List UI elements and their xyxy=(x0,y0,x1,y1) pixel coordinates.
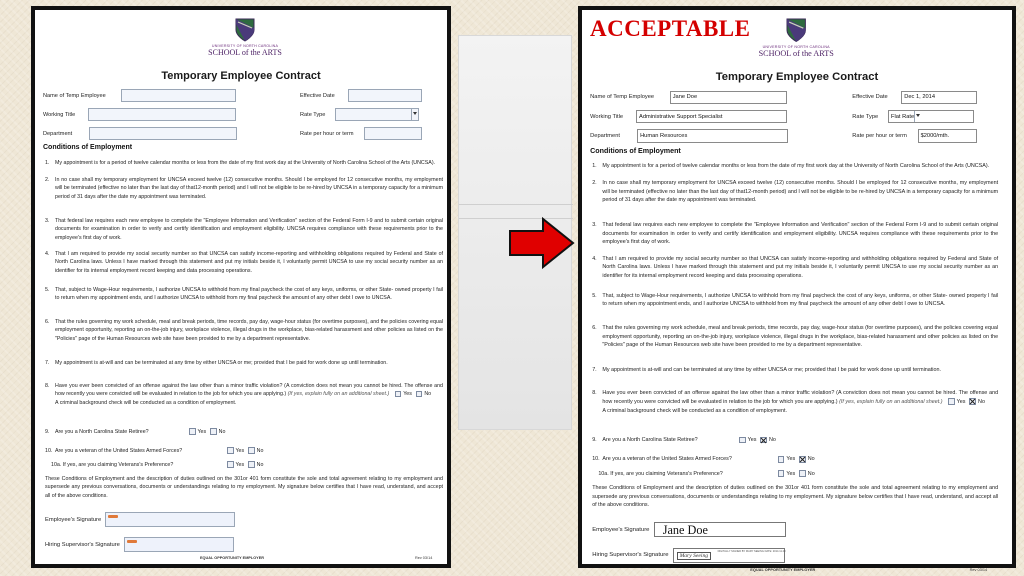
item-text: My appointment is at-will and can be terminated at any time by either UNCSA or me; provided that I be paid for work done up until termination. xyxy=(55,360,388,366)
item-number: 6. xyxy=(592,325,597,332)
contract-blank xyxy=(31,6,451,568)
item-number: 10. xyxy=(592,456,600,463)
field-rate-type xyxy=(300,108,419,121)
item-number: 4. xyxy=(45,251,50,257)
school-name: SCHOOL of the ARTS xyxy=(758,48,834,58)
field-label: Working Title xyxy=(43,111,76,118)
university-name: UNIVERSITY OF NORTH CAROLINA xyxy=(762,44,830,49)
yes-checkbox[interactable] xyxy=(189,428,196,435)
item-text: My appointment is for a period of twelve calendar months or less from the date of my first work day at the University of North Carolina School of the Arts (UNCSA). xyxy=(602,162,990,169)
shield-icon xyxy=(786,18,806,42)
contract-acceptable xyxy=(578,6,1016,572)
effective-date-input[interactable] xyxy=(901,91,976,104)
item-text: That, subject to Wage-Hour requirements, I authorize UNCSA to withhold from my final paycheck the cost of any keys, uniforms, or other State- owned property I fail to return when my appointment ends, and I authorize UNCSA to withhold from my final paycheck the amount of any other debt I owe to UNCSA. xyxy=(55,287,443,302)
question-row xyxy=(45,427,345,436)
yes-checkbox[interactable] xyxy=(778,456,785,463)
yes-no-options xyxy=(774,456,815,463)
question-row xyxy=(592,455,898,464)
field-name xyxy=(590,91,787,104)
field-effective-date xyxy=(852,91,976,104)
item-number: 9. xyxy=(45,428,50,435)
item-text: My appointment is for a period of twelve calendar months or less from the date of my first work day at the University of North Carolina School of the Arts (UNCSA). xyxy=(55,160,436,166)
no-checkbox[interactable] xyxy=(416,391,423,398)
field-name xyxy=(43,89,236,102)
item-text: Have you ever been convicted of an offense against the law other than a minor traffic violation? (A conviction does not mean you cannot be hired. The offense and how recently you were convicted will be evaluated in relation to the job for which you are applying.) xyxy=(602,390,999,405)
right-arrow-icon xyxy=(509,217,575,269)
field-value: Flat Rate xyxy=(890,113,915,120)
item-number: 7. xyxy=(45,360,50,366)
department-input[interactable] xyxy=(89,127,237,140)
no-label: No xyxy=(807,470,815,477)
item-text: My appointment is at-will and can be terminated at any time by either UNCSA or me; provided that I be paid for work done up until termination. xyxy=(602,366,941,373)
chevron-down-icon[interactable] xyxy=(411,109,418,120)
yes-checkbox[interactable] xyxy=(948,398,955,405)
question-text: Are you a North Carolina State Retiree? xyxy=(602,436,698,443)
chevron-down-icon[interactable] xyxy=(914,111,921,122)
item-text-block xyxy=(602,389,998,415)
condition-item xyxy=(592,179,998,205)
item-hint: (If yes, explain fully on an additional sheet.) xyxy=(287,391,390,398)
rate-input[interactable] xyxy=(918,129,977,142)
item-text: That, subject to Wage-Hour requirements, I authorize UNCSA to withhold from my final paycheck the cost of any keys, uniforms, or other State- owned property I fail to return when my appointment ends, and I authorize UNCSA to withhold from my final paycheck the amount of any other debt I owe to UNCSA. xyxy=(602,292,999,308)
condition-item xyxy=(592,324,998,350)
school-name: SCHOOL of the ARTS xyxy=(208,48,282,57)
supervisor-signature-row xyxy=(592,548,785,563)
yes-checkbox[interactable] xyxy=(227,461,234,468)
field-rate-type xyxy=(852,110,973,123)
question-row xyxy=(51,460,351,469)
signature-label: Hiring Supervisor's Signature xyxy=(45,541,120,548)
yes-label: Yes xyxy=(956,399,966,405)
condition-item xyxy=(45,359,443,367)
item-number: 3. xyxy=(45,218,50,224)
question-text: 10a. If yes, are you claiming Veterans's Preference? xyxy=(51,461,174,468)
yes-no-options xyxy=(774,470,815,477)
condition-item xyxy=(592,221,998,247)
condition-item xyxy=(45,286,443,303)
condition-item xyxy=(592,292,998,309)
condition-item-8 xyxy=(592,389,998,415)
field-label: Rate per hour or term xyxy=(300,130,354,137)
employee-signature-row xyxy=(592,522,786,537)
field-value: Jane Doe xyxy=(672,94,698,101)
condition-item xyxy=(45,176,443,201)
school-logo xyxy=(175,18,315,57)
field-department xyxy=(590,129,788,142)
item-text: That I am required to provide my social security number so that UNCSA can satisfy income-reporting and withholding obligations required by Federal and State of North Carolina laws. Unless I have marked through this statement and put my initials beside it, I voluntarily permit UNCSA to use my social security number as an identifier for its internal employment record keeping and data processing operations. xyxy=(55,251,443,274)
name-input[interactable] xyxy=(670,91,787,104)
item-number: 10. xyxy=(45,447,53,454)
condition-item xyxy=(592,366,998,375)
condition-item xyxy=(45,318,443,343)
question-text: 10a. If yes, are you claiming Veterans's Preference? xyxy=(598,470,723,477)
question-row xyxy=(598,469,904,478)
condition-item xyxy=(45,250,443,275)
shield-icon xyxy=(235,18,255,42)
question-text: Are you a North Carolina State Retiree? xyxy=(55,428,149,435)
closing-statement: These Conditions of Employment and the description of duties outlined on the 301or 401 form constitute the sole and total agreement relating to my employment and supersede any previous conversations, documents or understandings relating to my employment. My signature below certifies that I have read, understand, and accept all of the above conditions. xyxy=(45,476,443,499)
rate-type-input[interactable] xyxy=(888,110,974,123)
supervisor-signature-value: Mary Seeing xyxy=(677,552,712,560)
field-label: Rate Type xyxy=(852,113,879,120)
yes-label: Yes xyxy=(786,456,796,463)
condition-item-8 xyxy=(45,382,443,407)
item-note: A criminal background check will be conducted as a condition of employment. xyxy=(55,399,237,406)
item-note: A criminal background check will be conducted as a condition of employment. xyxy=(602,407,787,414)
footer-eoe: EQUAL OPPORTUNITY EMPLOYER xyxy=(200,556,264,560)
no-checkbox[interactable] xyxy=(248,447,255,454)
signature-label: Employee's Signature xyxy=(45,516,102,523)
item-number: 1. xyxy=(592,162,597,169)
footer-eoe: EQUAL OPPORTUNITY EMPLOYER xyxy=(750,566,816,572)
question-row xyxy=(592,435,898,444)
item-number: 2. xyxy=(45,177,50,183)
field-label: Name of Temp Employee xyxy=(43,92,106,99)
item-hint: (If yes, explain fully on an additional sheet.) xyxy=(839,399,943,405)
footer-rev: Rev 03/14 xyxy=(969,566,988,572)
item-number: 4. xyxy=(592,255,597,262)
signature-label: Employee's Signature xyxy=(592,526,650,533)
working-title-input[interactable] xyxy=(636,110,787,123)
yes-label: Yes xyxy=(786,470,796,477)
supervisor-signature-row xyxy=(45,537,234,552)
field-label: Working Title xyxy=(590,113,624,120)
condition-item xyxy=(592,162,998,171)
signature-value: Jane Doe xyxy=(662,523,708,538)
no-checkbox[interactable] xyxy=(248,461,255,468)
field-label: Rate Type xyxy=(300,111,326,118)
item-text: That federal law requires each new employee to complete the "Employee Information and Verification" section of the Federal Form I-9 and to submit certain original documents for examination in order to verify and certify identification and employment eligibility. UNCSA requires compliance with these requirements prior to the employee's first day of work. xyxy=(602,222,999,246)
university-name: UNIVERSITY OF NORTH CAROLINA xyxy=(211,44,279,48)
question-text: Are you a veteran of the United States Armed Forces? xyxy=(55,447,183,454)
field-value: $2000/mth. xyxy=(920,132,950,139)
field-value: Human Resources xyxy=(640,132,688,139)
no-checkbox[interactable] xyxy=(210,428,217,435)
supervisor-signature-field[interactable] xyxy=(124,537,234,552)
field-value: Administrative Support Specialist xyxy=(639,113,723,120)
no-label: No xyxy=(769,436,776,443)
no-label: No xyxy=(978,399,985,405)
item-number: 8. xyxy=(45,383,50,389)
yes-no-options xyxy=(223,461,263,468)
yes-checkbox[interactable] xyxy=(778,470,785,477)
no-label: No xyxy=(218,428,226,435)
field-label: Effective Date xyxy=(300,92,335,99)
no-label: No xyxy=(256,461,264,468)
working-title-input[interactable] xyxy=(88,108,236,121)
rate-type-input[interactable] xyxy=(335,108,419,121)
field-rate xyxy=(300,127,422,140)
field-working-title xyxy=(43,108,236,121)
item-number: 7. xyxy=(592,366,597,373)
no-checkbox[interactable] xyxy=(969,398,976,405)
no-label: No xyxy=(256,447,264,454)
conditions-title: Conditions of Employment xyxy=(43,144,133,151)
item-text: In no case shall my temporary employment for UNCSA exceed twelve (12) consecutive months. Should I be employed for 12 consecutive months, my employment will be terminated (effective no later than the last day of that12-month period) and I will not be eligible to be re-hired by UNCSA in a temporary capacity for a minimum period of 31 days after the date my appointment was terminated. xyxy=(602,180,999,204)
item-number: 5. xyxy=(592,292,597,299)
school-logo xyxy=(725,18,868,57)
field-value: Dec 1, 2014 xyxy=(904,94,936,101)
yes-label: Yes xyxy=(197,428,207,435)
supervisor-signature-field[interactable] xyxy=(673,548,785,563)
no-label: No xyxy=(807,456,815,463)
yes-no-options xyxy=(223,447,263,454)
yes-checkbox[interactable] xyxy=(395,391,402,398)
field-label: Department xyxy=(590,132,620,139)
item-text: In no case shall my temporary employment for UNCSA exceed twelve (12) consecutive months. Should I be employed for 12 consecutive months, my employment will be terminated (effective no later than the last day of that12-month period) and I will not be eligible to be re-hired by UNCSA in a temporary capacity for a minimum period of 31 days after the date my appointment was terminated. xyxy=(55,177,443,200)
signature-stamp: DIGITALLY SIGNED BY MARY SEEING DATE: 2014.11.20 xyxy=(717,549,786,553)
yes-label: Yes xyxy=(235,461,245,468)
condition-item xyxy=(45,159,443,167)
field-label: Effective Date xyxy=(852,94,888,101)
yes-label: Yes xyxy=(747,436,757,443)
item-number: 6. xyxy=(45,319,50,325)
item-text: Have you ever been convicted of an offense against the law other than a minor traffic violation? (A conviction does not mean you cannot be hired. The offense and how recently you were convicted will be evaluated in relation to the job for which you are applying.) xyxy=(55,383,443,398)
field-rate xyxy=(852,129,976,142)
yes-label: Yes xyxy=(403,391,412,398)
item-number: 3. xyxy=(592,222,597,229)
question-row xyxy=(45,446,345,455)
sign-here-tag xyxy=(127,540,137,543)
condition-item xyxy=(592,255,998,281)
item-number: 2. xyxy=(592,180,597,187)
department-input[interactable] xyxy=(637,129,788,142)
item-text: That federal law requires each new employee to complete the "Employee Information and Verification" section of the Federal Form I-9 and to submit certain original documents for examination in order to verify and certify identification and employment eligibility. UNCSA requires compliance with these requirements prior to the employee's first day of work. xyxy=(55,218,443,241)
no-checkbox[interactable] xyxy=(799,456,806,463)
conditions-title: Conditions of Employment xyxy=(590,146,681,155)
field-label: Rate per hour or term xyxy=(852,132,907,139)
item-number: 5. xyxy=(45,287,50,293)
employee-signature-field[interactable] xyxy=(654,522,787,537)
item-number: 1. xyxy=(45,160,50,166)
yes-label: Yes xyxy=(235,447,245,454)
item-number: 9. xyxy=(592,436,597,443)
acceptable-badge: ACCEPTABLE xyxy=(590,16,751,41)
rate-input[interactable] xyxy=(364,127,422,140)
footer-rev: Rev 03/14 xyxy=(415,556,433,560)
no-checkbox[interactable] xyxy=(799,470,806,477)
field-label: Name of Temp Employee xyxy=(590,94,655,101)
page-title: Temporary Employee Contract xyxy=(161,70,321,82)
item-number: 8. xyxy=(592,390,597,397)
no-checkbox[interactable] xyxy=(760,437,767,444)
field-effective-date xyxy=(300,89,422,102)
yes-no-options xyxy=(735,437,776,444)
employee-signature-row xyxy=(45,512,235,527)
name-input[interactable] xyxy=(121,89,236,102)
field-working-title xyxy=(590,110,787,123)
effective-date-input[interactable] xyxy=(348,89,422,102)
page-title: Temporary Employee Contract xyxy=(715,71,879,84)
item-text: That the rules governing my work schedule, meal and break periods, time records, pay day, wage-hour status (for overtime purposes), and the policies covering equal employment opportunity, reporting an on-the-job injury, workplace violence, illegal drugs in the workplace, bias-related harassment and other policies as listed on the "Policies" page of the Human Resources web site have been provided to me by a department representative. xyxy=(55,319,443,342)
signature-label: Hiring Supervisor's Signature xyxy=(592,552,669,559)
field-department xyxy=(43,127,237,140)
question-text: Are you a veteran of the United States Armed Forces? xyxy=(602,456,732,463)
yes-checkbox[interactable] xyxy=(227,447,234,454)
sign-here-tag xyxy=(108,515,118,518)
employee-signature-field[interactable] xyxy=(105,512,235,527)
no-label: No xyxy=(424,391,432,398)
yes-no-options xyxy=(185,428,225,435)
closing-statement: These Conditions of Employment and the description of duties outlined on the 301or 401 form constitute the sole and total agreement relating to my employment and supersede any previous conversations, documents or understandings relating to my employment. My signature below certifies that I have read, understand, and accept all of the above conditions. xyxy=(592,485,999,509)
condition-item xyxy=(45,217,443,242)
field-label: Department xyxy=(43,130,73,137)
yes-checkbox[interactable] xyxy=(739,437,746,444)
item-text: That I am required to provide my social security number so that UNCSA can satisfy income-reporting and withholding obligations required by Federal and State of North Carolina laws. Unless I have marked through this statement and put my initials beside it, I voluntarily permit UNCSA to use my social security number as an identifier for its internal employment record keeping and data processing operations. xyxy=(602,255,999,279)
item-text: That the rules governing my work schedule, meal and break periods, time records, pay day, wage-hour status (for overtime purposes), and the policies covering equal employment opportunity, reporting an on-the-job injury, workplace violence, illegal drugs in the workplace, bias-related harassment and other policies as listed on the "Policies" page of the Human Resources web site have been provided to me by a department representative. xyxy=(602,325,999,349)
item-text-block xyxy=(55,382,443,407)
